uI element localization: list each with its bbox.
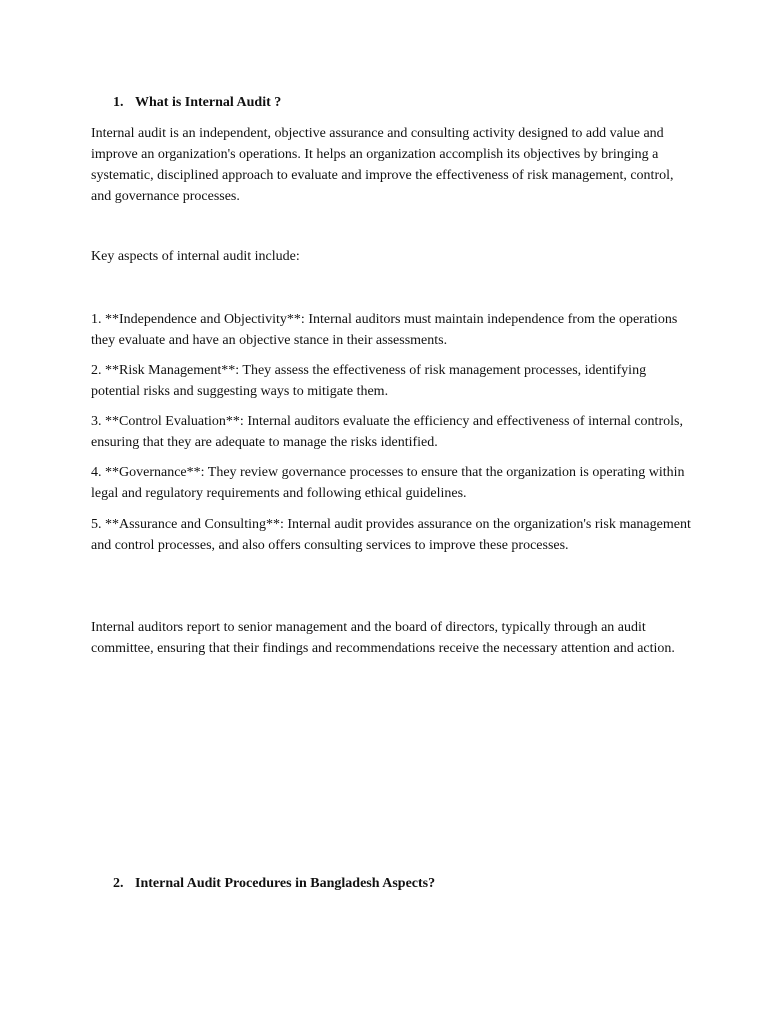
key-aspects-lead: Key aspects of internal audit include: <box>91 249 300 264</box>
intro-paragraph: Internal audit is an independent, objective assurance and consulting activity designed to add value and improve an organization's operations. It helps an organization accomplish its objectives by bringing a systematic, disciplined approach to evaluate and improve the effectiveness of risk management, control, and governance processes. <box>91 126 674 204</box>
section-title: What is Internal Audit ? <box>135 95 282 110</box>
list-item: 5. **Assurance and Consulting**: Internal audit provides assurance on the organization's risk management and control processes, and also offers consulting services to improve these processes. <box>91 517 691 553</box>
section-number: 1. <box>113 95 124 110</box>
section-heading-2 <box>113 875 435 893</box>
section-heading-1 <box>113 94 281 112</box>
reporting-paragraph: Internal auditors report to senior management and the board of directors, typically through an audit committee, ensuring that their findings and recommendations receive the necessary attention and action. <box>91 620 675 656</box>
list-item: 2. **Risk Management**: They assess the effectiveness of risk management processes, identifying potential risks and suggesting ways to mitigate them. <box>91 363 647 399</box>
list-item: 3. **Control Evaluation**: Internal auditors evaluate the efficiency and effectiveness of internal controls, ensuring that they are adequate to manage the risks identified. <box>91 414 683 450</box>
list-item: 1. **Independence and Objectivity**: Internal auditors must maintain independence from the operations they evaluate and have an objective stance in their assessments. <box>91 312 678 348</box>
section-title: Internal Audit Procedures in Bangladesh Aspects? <box>135 876 436 891</box>
list-item: 4. **Governance**: They review governance processes to ensure that the organization is operating within legal and regulatory requirements and following ethical guidelines. <box>91 465 685 501</box>
section-number: 2. <box>113 876 124 891</box>
